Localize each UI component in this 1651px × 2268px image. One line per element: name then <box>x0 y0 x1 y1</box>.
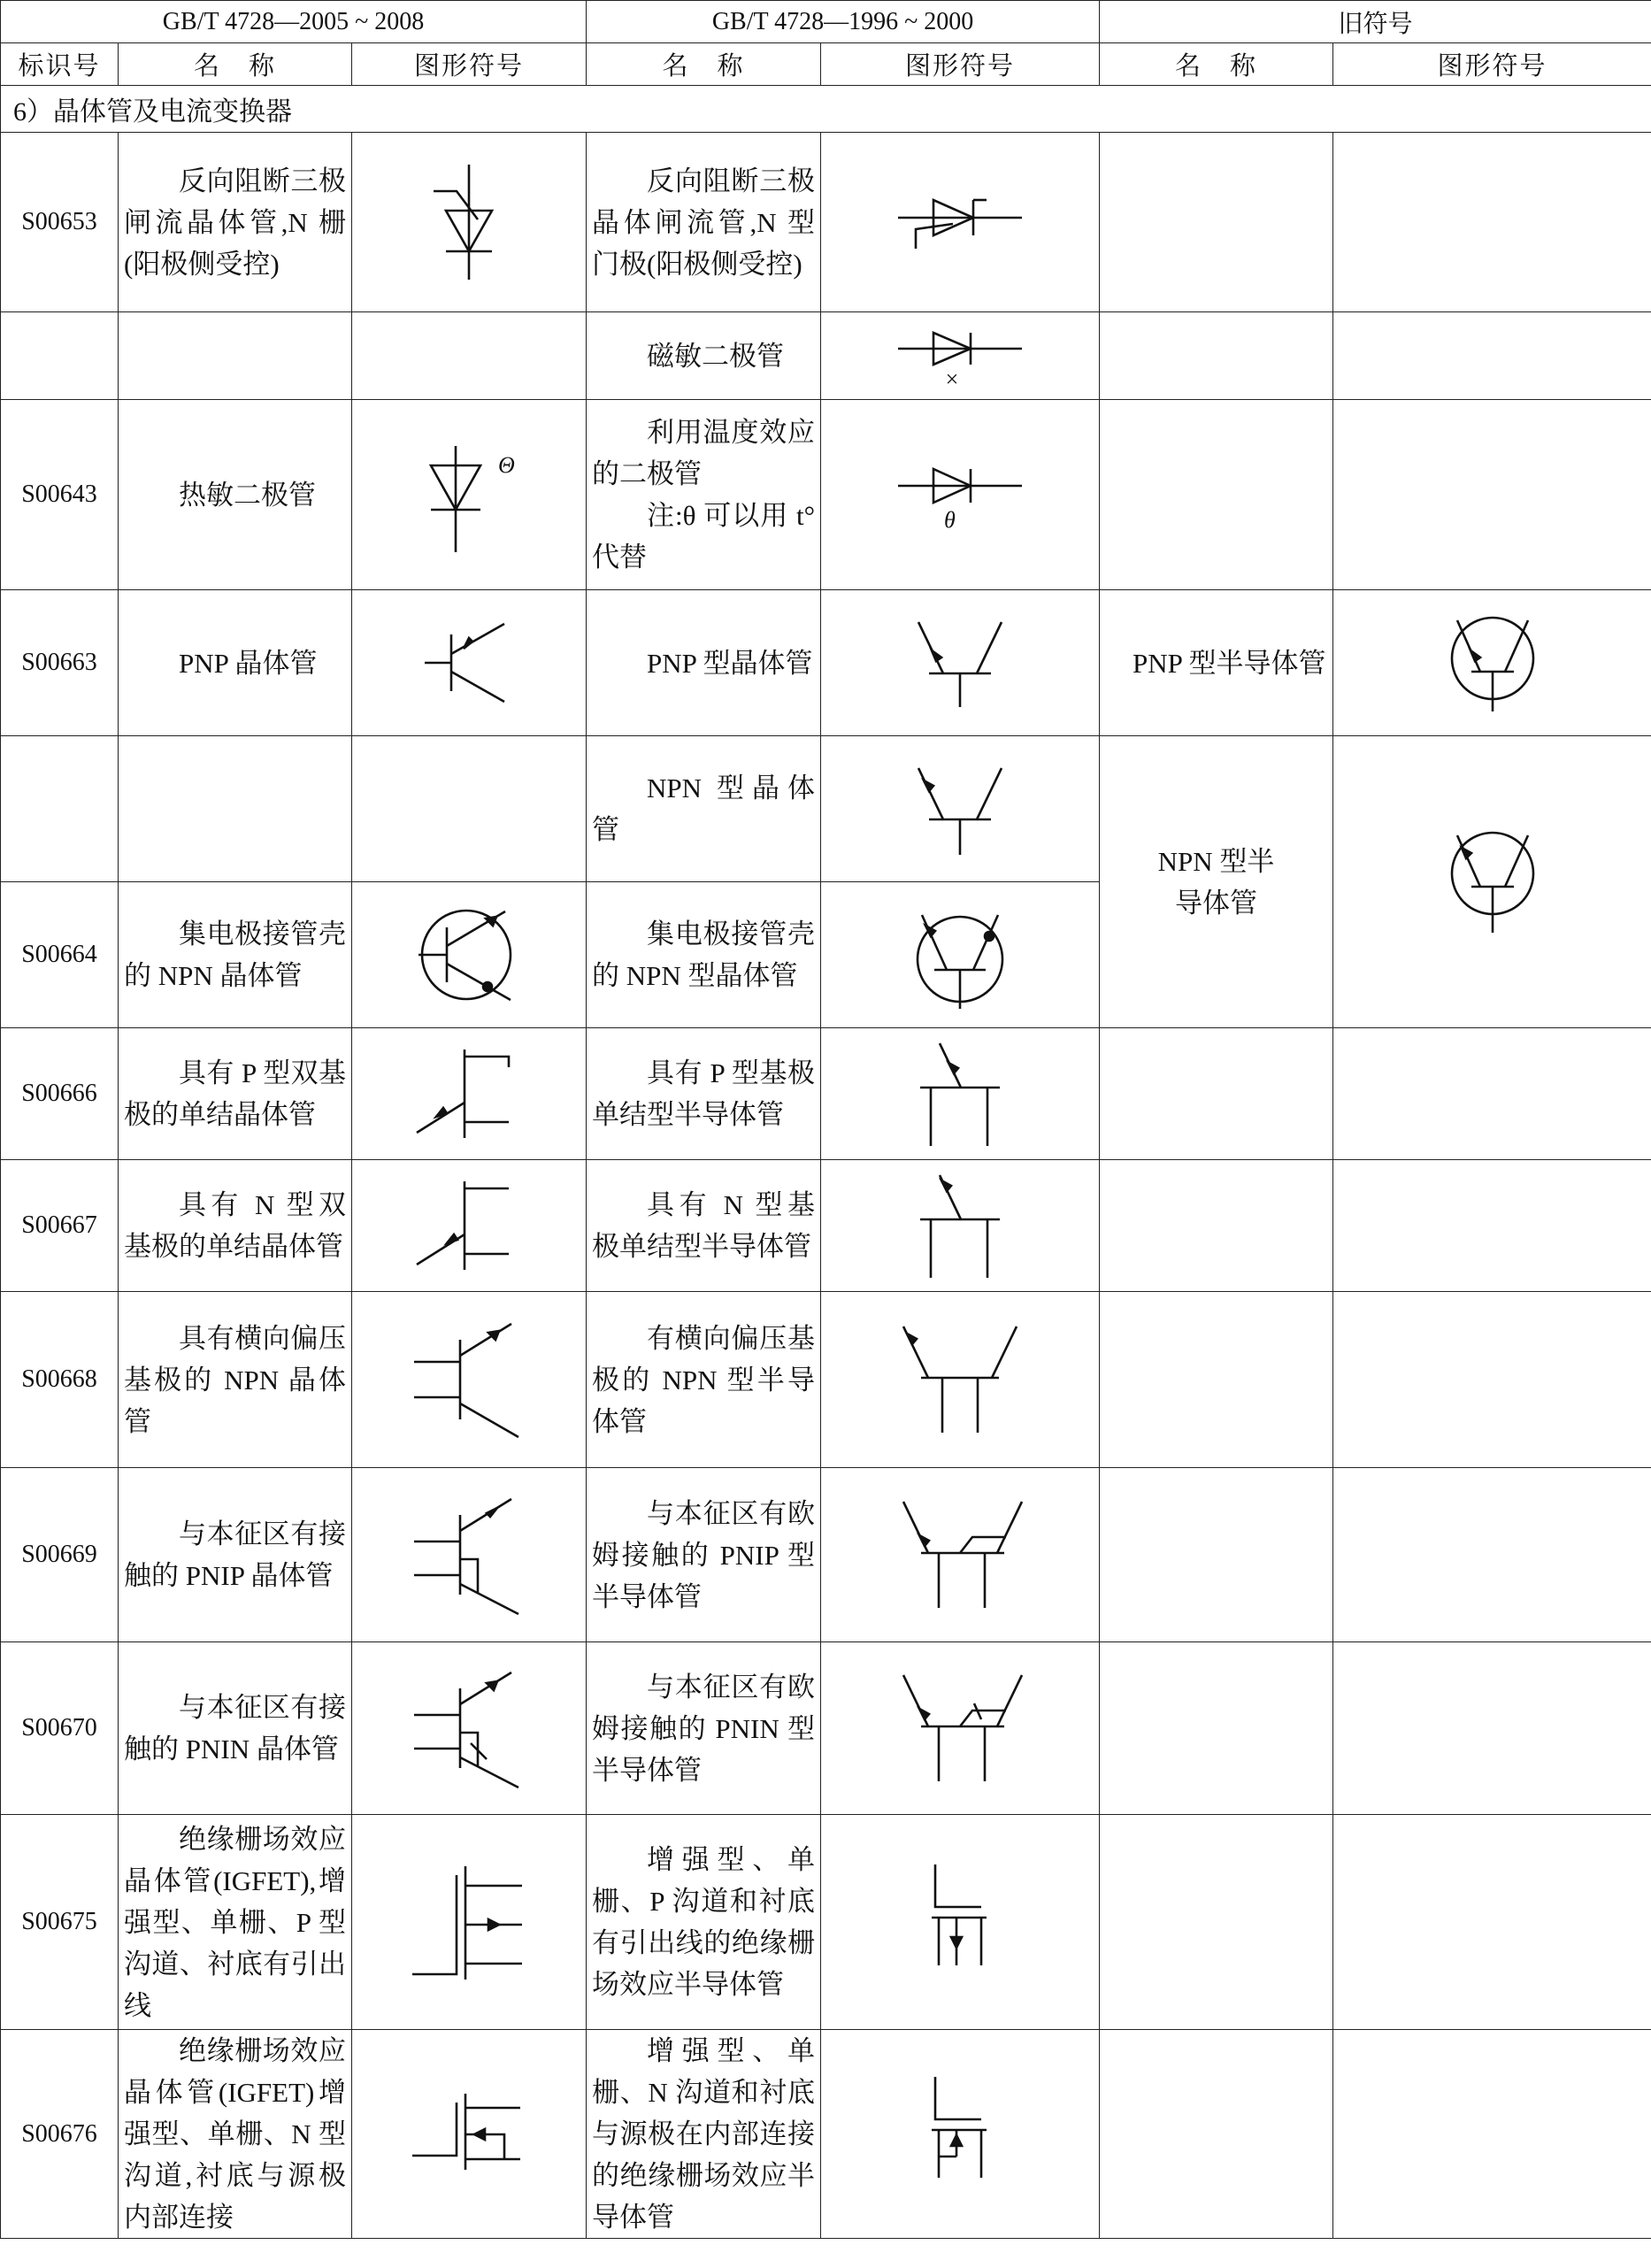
header-col-symbol: 图形符号 <box>1333 43 1651 86</box>
row-name-old <box>1100 133 1333 312</box>
row-id <box>1 736 119 882</box>
pnin-symbol-new <box>352 1642 587 1815</box>
theta-label: Θ <box>498 452 515 478</box>
row-name-old <box>1100 1642 1333 1815</box>
thyristor-horizontal-icon <box>889 178 1031 266</box>
npn-collector-case-vertical-icon <box>902 897 1017 1012</box>
thyristor-symbol-new <box>352 133 587 312</box>
header-group-old: 旧符号 <box>1100 1 1651 43</box>
row-symbol-old <box>1333 2030 1651 2239</box>
row-name-new: 与本征区有接触的 PNIN 晶体管 <box>119 1642 352 1815</box>
pnin-symbol-1996 <box>821 1642 1100 1815</box>
row-name-1996: 集电极接管壳的 NPN 型晶体管 <box>587 882 821 1028</box>
igfet-n-channel-icon <box>407 2081 531 2187</box>
row-name-new: 与本征区有接触的 PNIP 晶体管 <box>119 1468 352 1642</box>
npn-symbol-1996 <box>821 736 1100 882</box>
ujt-n-base-vertical-icon <box>902 1168 1017 1283</box>
row-name-old <box>1100 1468 1333 1642</box>
row-id: S00675 <box>1 1815 119 2030</box>
npn-lateral-bias-vertical-icon <box>889 1318 1031 1442</box>
row-name-new: 具有 P 型双基极的单结晶体管 <box>119 1028 352 1160</box>
row-id: S00670 <box>1 1642 119 1815</box>
row-name-1996: 磁敏二极管 <box>587 312 821 400</box>
header-col-symbol: 图形符号 <box>821 43 1100 86</box>
table-row <box>1 1028 1651 1160</box>
table-row <box>1 1160 1651 1292</box>
pnp-semiconductor-icon <box>1440 610 1546 716</box>
row-id: S00668 <box>1 1292 119 1468</box>
row-name-1996: PNP 型晶体管 <box>587 590 821 736</box>
row-id: S00653 <box>1 133 119 312</box>
pnp-transistor-icon <box>416 610 522 716</box>
npn-bias-symbol-1996 <box>821 1292 1100 1468</box>
header-col-symbol: 图形符号 <box>352 43 587 86</box>
npn-case-symbol-new <box>352 882 587 1028</box>
igfet-p-vertical-icon <box>916 1856 1004 1988</box>
header-row-groups <box>1 1 1651 43</box>
igfet-n-symbol-new <box>352 2030 587 2239</box>
row-name-old <box>1100 400 1333 590</box>
header-col-id: 标识号 <box>1 43 119 86</box>
row-id: S00676 <box>1 2030 119 2239</box>
igfet-p-symbol-new <box>352 1815 587 2030</box>
table-row <box>1 590 1651 736</box>
row-name-1996: 利用温度效应的二极管 注:θ 可以用 t° 代替 <box>587 400 821 590</box>
row-symbol-old <box>1333 1642 1651 1815</box>
row-name-new: PNP 晶体管 <box>119 590 352 736</box>
row-id: S00664 <box>1 882 119 1028</box>
row-name-1996: 与本征区有欧姆接触的 PNIN 型半导体管 <box>587 1642 821 1815</box>
table-row <box>1 1468 1651 1642</box>
table-row <box>1 1292 1651 1468</box>
thermal-diode-symbol-new <box>352 400 587 590</box>
pnip-transistor-icon <box>407 1488 531 1621</box>
row-id: S00643 <box>1 400 119 590</box>
row-id: S00666 <box>1 1028 119 1160</box>
npn-semiconductor-icon <box>1440 825 1546 940</box>
theta-label: θ <box>944 507 956 533</box>
row-symbol-old <box>1333 1815 1651 2030</box>
row-name-new: 热敏二极管 <box>119 400 352 590</box>
table-row <box>1 2030 1651 2239</box>
row-symbol-old <box>1333 1468 1651 1642</box>
row-name-old <box>1100 312 1333 400</box>
ujt-p-base-vertical-icon <box>902 1036 1017 1151</box>
row-symbol-old <box>1333 400 1651 590</box>
pnip-vertical-icon <box>889 1493 1031 1617</box>
igfet-n-symbol-1996 <box>821 2030 1100 2239</box>
table-row <box>1 312 1651 400</box>
pnip-symbol-new <box>352 1468 587 1642</box>
pnin-transistor-icon <box>407 1662 531 1795</box>
magnetic-diode-icon <box>889 320 1031 391</box>
row-name-1996: 具有 P 型基极单结型半导体管 <box>587 1028 821 1160</box>
row-symbol-old <box>1333 133 1651 312</box>
row-name-old <box>1100 2030 1333 2239</box>
row-symbol-old <box>1333 1160 1651 1292</box>
pnip-symbol-1996 <box>821 1468 1100 1642</box>
row-name-old <box>1100 1028 1333 1160</box>
row-id: S00667 <box>1 1160 119 1292</box>
pnp-symbol-new <box>352 590 587 736</box>
ujt-p-symbol-1996 <box>821 1028 1100 1160</box>
row-symbol-new <box>352 736 587 882</box>
npn-transistor-vertical-icon <box>902 756 1017 862</box>
thermal-diode-symbol-1996 <box>821 400 1100 590</box>
row-name-1996: 有横向偏压基极的 NPN 型半导体管 <box>587 1292 821 1468</box>
section-row <box>1 86 1651 133</box>
row-name-new <box>119 736 352 882</box>
table-row <box>1 400 1651 590</box>
row-name-old <box>1100 1815 1333 2030</box>
table-row <box>1 133 1651 312</box>
pnp-transistor-vertical-icon <box>902 610 1017 716</box>
thyristor-n-gate-icon <box>416 156 522 288</box>
igfet-n-vertical-icon <box>916 2068 1004 2201</box>
table-row <box>1 736 1651 882</box>
row-name-old <box>1100 1160 1333 1292</box>
row-id <box>1 312 119 400</box>
header-row-columns <box>1 43 1651 86</box>
row-symbol-new <box>352 312 587 400</box>
npn-bias-symbol-new <box>352 1292 587 1468</box>
row-symbol-old <box>1333 312 1651 400</box>
header-col-name: 名 称 <box>1100 43 1333 86</box>
thermal-diode-icon <box>411 428 526 561</box>
row-id: S00669 <box>1 1468 119 1642</box>
magnetic-diode-symbol <box>821 312 1100 400</box>
pnin-vertical-icon <box>889 1666 1031 1790</box>
row-name-old: NPN 型半导体管 <box>1100 736 1333 1028</box>
table-row <box>1 1642 1651 1815</box>
section-title: 6）晶体管及电流变换器 <box>1 86 1651 133</box>
row-name-1996: 具有 N 型基极单结型半导体管 <box>587 1160 821 1292</box>
ujt-n-symbol-new <box>352 1160 587 1292</box>
header-group-2005: GB/T 4728—2005 ~ 2008 <box>1 1 587 43</box>
pnp-symbol-1996 <box>821 590 1100 736</box>
row-symbol-old <box>1333 1028 1651 1160</box>
row-name-1996: 反向阻断三极晶体闸流管,N 型门极(阳极侧受控) <box>587 133 821 312</box>
thermal-diode-horizontal-icon <box>889 455 1031 534</box>
row-name-new: 集电极接管壳的 NPN 晶体管 <box>119 882 352 1028</box>
header-col-name: 名 称 <box>587 43 821 86</box>
row-name-1996: NPN 型晶体管 <box>587 736 821 882</box>
row-id: S00663 <box>1 590 119 736</box>
row-name-1996: 增强型、单栅、P 沟道和衬底有引出线的绝缘栅场效应半导体管 <box>587 1815 821 2030</box>
npn-collector-case-icon <box>411 897 526 1012</box>
ujt-n-base-icon <box>411 1172 526 1279</box>
row-name-old: PNP 型半导体管 <box>1100 590 1333 736</box>
npn-symbol-old <box>1333 736 1651 1028</box>
npn-lateral-bias-icon <box>407 1313 531 1446</box>
header-col-name: 名 称 <box>119 43 352 86</box>
row-name-new <box>119 312 352 400</box>
row-name-new: 反向阻断三极闸流晶体管,N 栅(阳极侧受控) <box>119 133 352 312</box>
row-name-1996: 与本征区有欧姆接触的 PNIP 型半导体管 <box>587 1468 821 1642</box>
row-symbol-old <box>1333 1292 1651 1468</box>
ujt-p-symbol-new <box>352 1028 587 1160</box>
row-name-new: 具有横向偏压基极的 NPN 晶体管 <box>119 1292 352 1468</box>
thyristor-symbol-1996 <box>821 133 1100 312</box>
pnp-symbol-old <box>1333 590 1651 736</box>
row-name-old <box>1100 1292 1333 1468</box>
header-group-1996: GB/T 4728—1996 ~ 2000 <box>587 1 1100 43</box>
ujt-n-symbol-1996 <box>821 1160 1100 1292</box>
row-name-new: 绝缘栅场效应晶体管(IGFET),增强型、单栅、P 型沟道、衬底有引出线 <box>119 1815 352 2030</box>
ujt-p-base-icon <box>411 1041 526 1147</box>
table-row <box>1 1815 1651 2030</box>
igfet-p-symbol-1996 <box>821 1815 1100 2030</box>
row-name-new: 绝缘栅场效应晶体管(IGFET)增强型、单栅、N 型沟道,衬底与源极内部连接 <box>119 2030 352 2239</box>
npn-case-symbol-1996 <box>821 882 1100 1028</box>
row-name-1996: 增强型、单栅、N 沟道和衬底与源极在内部连接的绝缘栅场效应半导体管 <box>587 2030 821 2239</box>
cross-mark: × <box>944 366 960 392</box>
igfet-p-channel-icon <box>407 1856 531 1988</box>
row-name-new: 具有 N 型双基极的单结晶体管 <box>119 1160 352 1292</box>
